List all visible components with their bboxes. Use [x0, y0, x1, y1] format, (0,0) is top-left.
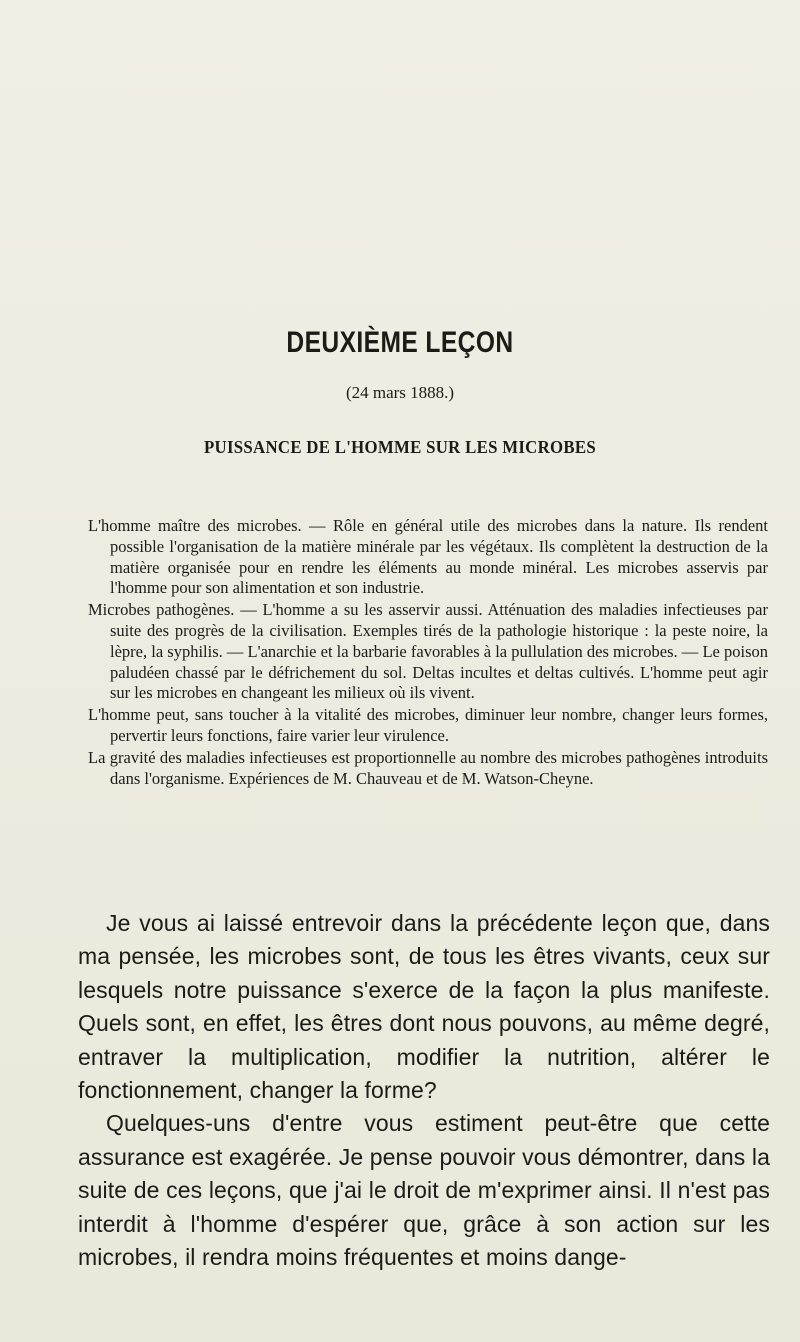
- body-paragraph: Je vous ai laissé entrevoir dans la précédente leçon que, dans ma pensée, les microbes sont, de tous les êtres vivants, ceux sur lesquels notre puissance s'exerce de la façon la plus manifeste. Quels sont, en effet, les êtres dont nous pouvons, au même degré, entraver la multiplication, modifier la nutrition, altérer le fonctionnement, changer la forme?: [78, 910, 770, 1104]
- lesson-body: [78, 907, 770, 1274]
- lesson-title: DEUXIÈME LEÇON: [286, 326, 514, 359]
- lesson-subtitle: PUISSANCE DE L'HOMME SUR LES MICROBES: [203, 437, 596, 457]
- lesson-date: (24 mars 1888.): [345, 383, 455, 402]
- body-paragraph: Quelques-uns d'entre vous estiment peut-être que cette assurance est exagérée. Je pense pouvoir vous démontrer, dans la suite de ces leçons, que j'ai le droit de m'exprimer ainsi. Il n'est pas interdit à l'homme d'espérer que, grâce à son action sur les microbes, il rendra moins fréquentes et moins dange-: [78, 1110, 770, 1271]
- summary-paragraph: La gravité des maladies infectieuses est proportionnelle au nombre des microbes pathogènes introduits dans l'organisme. Expériences de M. Chauveau et de M. Watson-Cheyne.: [88, 747, 768, 788]
- summary-paragraph: L'homme maître des microbes. — Rôle en général utile des microbes dans la nature. Ils rendent possible l'organisation de la matière minérale par les végétaux. Ils complètent la destruction de la matière organisée pour en rendre les éléments au monde minéral. Les microbes asservis par l'homme pour son alimentation et son industrie.: [88, 516, 768, 598]
- summary-paragraph: Microbes pathogènes. — L'homme a su les asservir aussi. Atténuation des maladies infectieuses par suite des progrès de la civilisation. Exemples tirés de la pathologie historique : la peste noire, la lèpre, la syphilis. — L'anarchie et la barbarie favorables à la pullulation des microbes. — Le poison paludéen chassé par le défrichement du sol. Deltas incultes et deltas cultivés. L'homme peut agir sur les microbes en changeant les milieux où ils vivent.: [88, 600, 768, 703]
- lesson-summary: [88, 516, 768, 790]
- summary-paragraph: L'homme peut, sans toucher à la vitalité des microbes, diminuer leur nombre, changer leurs formes, pervertir leurs fonctions, faire varier leur virulence.: [88, 705, 768, 745]
